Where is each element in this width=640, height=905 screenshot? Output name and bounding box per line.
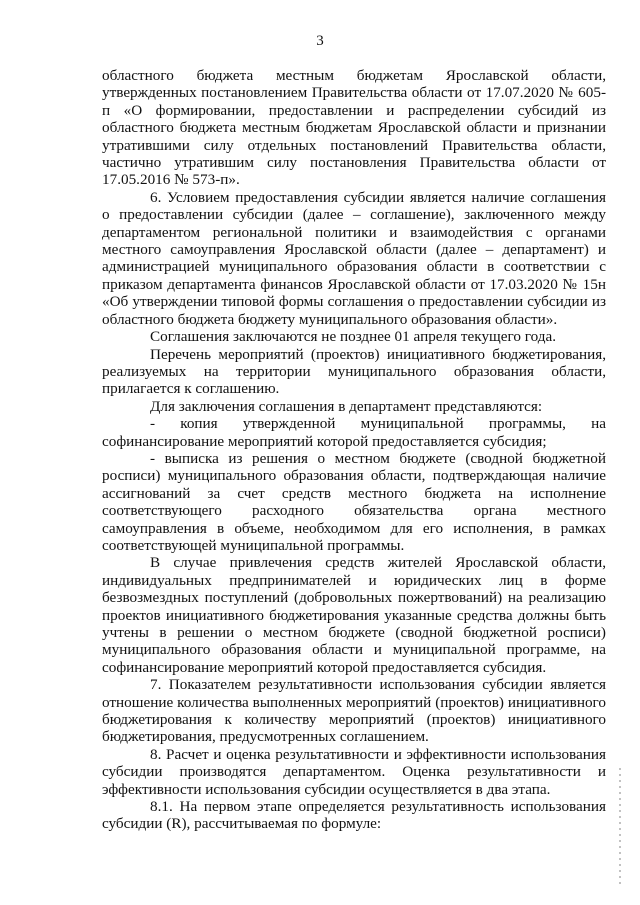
paragraph-continuation: областного бюджета местным бюджетам Ярославской области, утвержденных постановлением Правительства области от 17.07.2020 № 605-п «О формировании, предоставлении и распределении субсидий из областного бюджета местным бюджетам Ярославской области и признании утратившими силу отдельных постановлений Правительства области, частично утратившим силу постановления Правительства области от 17.05.2016 № 573-п». xyxy=(102,67,606,189)
list-item-program-copy: - копия утвержденной муниципальной программы, на софинансирование мероприятий которой предоставляется субсидия; xyxy=(102,415,606,450)
paragraph-donations: В случае привлечения средств жителей Ярославской области, индивидуальных предпринимателей и юридических лиц в форме безвозмездных поступлений (добровольных пожертвований) на реализацию проектов инициативного бюджетирования указанные средства должны быть учтены в решении о местном бюджете (сводной бюджетной росписи) муниципального образования области и муниципальной программе, на софинансирование мероприятий которой предоставляется субсидия. xyxy=(102,554,606,676)
paragraph-8-evaluation: 8. Расчет и оценка результативности и эффективности использования субсидии производятся департаментом. Оценка результативности и эффективности использования субсидии осуществляется в два этапа. xyxy=(102,745,606,798)
document-body xyxy=(102,67,606,833)
paragraph-documents-intro: Для заключения соглашения в департамент представляются: xyxy=(150,397,543,415)
paragraph-agreement-deadline: Соглашения заключаются не позднее 01 апреля текущего года. xyxy=(150,328,556,346)
paragraph-7-indicator: 7. Показателем результативности использования субсидии является отношение количества выполненных мероприятий (проектов) инициативного бюджетирования к количеству мероприятий (проектов) инициативного бюджетирования, предусмотренных соглашением. xyxy=(102,676,606,746)
paragraph-project-list: Перечень мероприятий (проектов) инициативного бюджетирования, реализуемых на территории муниципального образования области, прилагается к соглашению. xyxy=(102,345,606,398)
paragraph-8-1-first-stage: 8.1. На первом этапе определяется результативность использования субсидии (R), рассчитываемая по формуле: xyxy=(102,798,606,833)
list-item-budget-extract: - выписка из решения о местном бюджете (сводной бюджетной росписи) муниципального образования области, подтверждающая наличие ассигнований за счет средств местного бюджета на исполнение соответствующего расходного обязательства органа местного самоуправления в объеме, необходимом для его исполнения, в рамках соответствующей муниципальной программы. xyxy=(102,449,606,554)
scan-edge-mark xyxy=(619,768,621,888)
paragraph-6-condition: 6. Условием предоставления субсидии является наличие соглашения о предоставлении субсидии (далее – соглашение), заключенного между департаментом региональной политики и взаимодействия с органами местного самоуправления Ярославской области (далее – департамент) и администрацией муниципального образования области в соответствии с приказом департамента финансов Ярославской области от 17.03.2020 № 15н «Об утверждении типовой формы соглашения о предоставлении субсидии из областного бюджета бюджету муниципального образования области». xyxy=(102,188,606,328)
page-number: 3 xyxy=(316,33,324,49)
